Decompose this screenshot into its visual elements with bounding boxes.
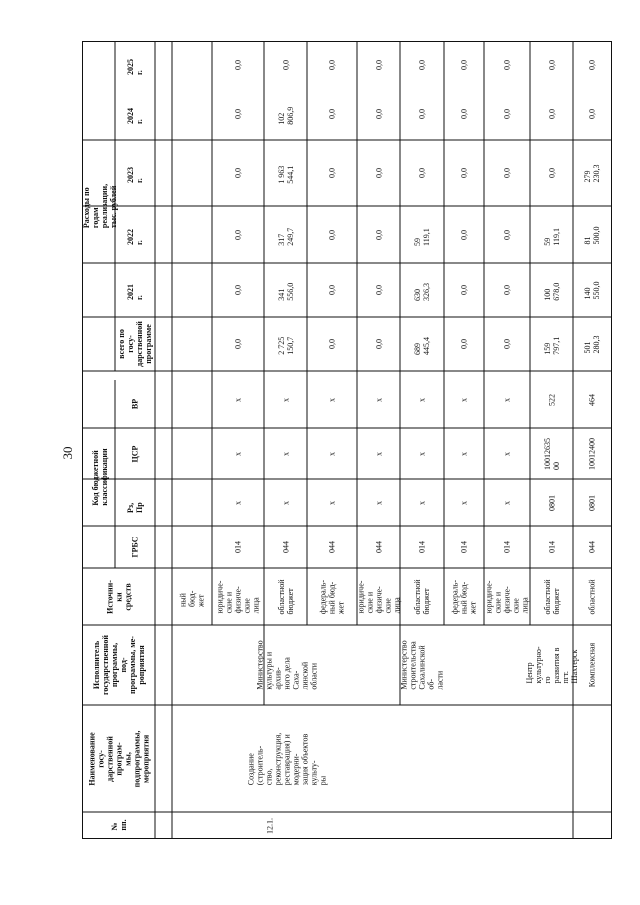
cell-grbs [172, 526, 212, 568]
cell-y2025: 0,0 [417, 59, 427, 70]
cell-grbs: 044 [327, 541, 337, 553]
header-rzpr: Рз, Пр [126, 501, 144, 513]
cell-vr: х [327, 397, 337, 402]
cell-y2024: 0,0 [587, 109, 597, 119]
cell-y2022: 0,0 [502, 229, 512, 240]
cell-csr [172, 428, 212, 479]
cell-rzpr: х [281, 500, 290, 505]
cell-y2025: 0,0 [233, 59, 243, 70]
cell-csr: х [327, 451, 337, 456]
cell-y2024: 102 806,9 [276, 106, 295, 125]
cell-y2022: 0,0 [374, 229, 383, 240]
cell-rzpr: х [417, 500, 427, 505]
cell-source: юридиче- ские и физиче- ские лица [484, 580, 530, 613]
executor-complex: Комплексная [587, 642, 597, 688]
cell-y2021 [172, 263, 212, 317]
header-2022: 2022 г. [126, 228, 144, 245]
cell-csr: 10012400 [587, 437, 597, 470]
cell-y2024 [172, 88, 212, 140]
cell-grbs: 044 [587, 541, 597, 553]
cell-y2022 [172, 206, 212, 263]
cell-csr: х [502, 451, 512, 456]
cell-y2022: 59 119,1 [413, 227, 431, 246]
cell-csr: 10012635 00 [542, 437, 561, 470]
executor-shakhtersk: Центр культурно- го развития в пгт. Шахтерск [524, 646, 579, 684]
cell-y2024: 0,0 [327, 109, 337, 119]
cell-csr: х [459, 451, 469, 456]
cell-y2023: 1 963 544,1 [276, 165, 295, 184]
header-csr: ЦСР [130, 445, 140, 462]
item-number: 12.1. [265, 817, 275, 834]
cell-rzpr: х [374, 500, 383, 505]
cell-y2022: 0,0 [233, 229, 243, 240]
cell-y2021: 0,0 [233, 285, 243, 295]
cell-y2021: 0,0 [459, 285, 469, 295]
cell-grbs: 014 [547, 541, 556, 553]
cell-y2025 [172, 41, 212, 88]
cell-y2023: 0,0 [374, 168, 383, 178]
cell-y2023: 0,0 [417, 168, 427, 178]
cell-total: 0,0 [459, 339, 469, 349]
header-grbs: ГРБС [130, 536, 140, 558]
cell-y2025: 0,0 [327, 59, 337, 70]
cell-vr [172, 371, 212, 428]
cell-y2024: 0,0 [502, 109, 512, 119]
cell-rzpr: 0801 [547, 494, 556, 511]
cell-total [172, 317, 212, 371]
cell-grbs: 044 [374, 541, 383, 553]
cell-source: юридиче- ские и физиче- ские лица [356, 580, 401, 613]
cell-y2023 [172, 140, 212, 206]
cell-y2022: 0,0 [327, 229, 337, 240]
cell-grbs: 014 [459, 541, 469, 553]
cell-y2023: 0,0 [233, 168, 243, 178]
cell-y2025: 0,0 [281, 59, 290, 70]
cell-vr: 464 [587, 393, 597, 406]
header-source: Источни- ки средств [105, 579, 133, 614]
cell-y2022: 59 119,1 [542, 227, 561, 246]
cell-grbs: 014 [417, 541, 427, 553]
cell-csr: х [417, 451, 427, 456]
header-2021: 2021 г. [126, 284, 144, 300]
cell-y2025: 0,0 [459, 59, 469, 70]
cell-total: 689 445,4 [413, 337, 431, 355]
cell-y2024: 0,0 [233, 109, 243, 119]
cell-total: 501 280,3 [583, 335, 601, 354]
cell-rzpr [172, 479, 212, 526]
cell-rzpr: х [327, 500, 337, 505]
cell-y2022: 81 500,0 [583, 226, 601, 244]
expenses-group-header: Расходы по годам реализации, тыс. рублей [82, 183, 118, 229]
cell-rzpr: х [233, 500, 243, 505]
cell-total: 0,0 [327, 339, 337, 349]
cell-source: областной [587, 578, 597, 615]
cell-y2024: 0,0 [547, 109, 556, 119]
cell-y2024: 0,0 [459, 109, 469, 119]
header-2025: 2025 г. [126, 58, 144, 75]
executor-culture: Министерство культуры и архив- ного дела Саха- линской области [255, 640, 319, 690]
cell-total: 0,0 [233, 339, 243, 349]
cell-y2021: 0,0 [502, 285, 512, 295]
header-2023: 2023 г. [126, 167, 144, 183]
page-number: 30 [60, 446, 75, 460]
cell-grbs: 044 [281, 541, 290, 553]
cell-rzpr: х [459, 500, 469, 505]
cell-y2021: 630 326,3 [413, 283, 431, 301]
cell-total: 2 725 150,7 [276, 336, 295, 355]
cell-y2025: 0,0 [502, 59, 512, 70]
header-executor: Исполнитель государственной программы, под- программы, ме- роприятия [92, 634, 146, 696]
header-total: всего по госу- дарственной программе [117, 321, 153, 367]
cell-y2022: 317 249,7 [276, 227, 295, 246]
cell-grbs: 014 [502, 541, 512, 553]
cell-y2022: 0,0 [459, 229, 469, 240]
header-vr: ВР [130, 398, 140, 410]
cell-csr: х [233, 451, 243, 456]
cell-csr: х [281, 451, 290, 456]
cell-vr: х [502, 397, 512, 402]
cell-total: 0,0 [374, 339, 383, 349]
cell-vr: х [281, 397, 290, 402]
header-2024: 2024 г. [126, 108, 144, 124]
cell-source: федераль- ный бюд- жет [318, 579, 346, 614]
cell-vr: х [374, 397, 383, 402]
executor-construction: Министерство строительства Сахалинской об- ласти [399, 640, 445, 690]
cell-source: областной бюджет [542, 578, 561, 615]
cell-rzpr: 0801 [587, 494, 597, 511]
cell-y2021: 0,0 [327, 285, 337, 295]
cell-y2025: 0,0 [547, 59, 556, 70]
cell-y2023: 0,0 [547, 168, 556, 178]
cell-y2021: 100 678,0 [542, 282, 561, 301]
cell-source: юридиче- ские и физиче- ские лица [215, 580, 261, 613]
cell-csr: х [374, 451, 383, 456]
header-name: Наименование госу- дарственной програм- мы, подпрограммы, мероприятия [87, 730, 151, 787]
cell-vr: х [459, 397, 469, 402]
cell-y2025: 0,0 [587, 59, 597, 70]
cell-y2021: 140 550,0 [583, 281, 601, 300]
cell-y2023: 279 230,3 [583, 164, 601, 183]
cell-source: федераль- ный бюд- жет [450, 579, 478, 614]
cell-vr: х [233, 397, 243, 402]
cell-y2021: 341 556,0 [276, 282, 295, 301]
cell-y2025: 0,0 [374, 59, 383, 70]
cell-vr: 522 [547, 393, 556, 406]
cell-y2023: 0,0 [327, 168, 337, 178]
cell-source: ный бюд- жет [178, 590, 206, 607]
cell-source: областной бюджет [276, 578, 295, 615]
cell-y2023: 0,0 [502, 168, 512, 178]
cell-y2024: 0,0 [374, 109, 383, 119]
cell-vr: х [417, 397, 427, 402]
cell-total: 159 797,1 [542, 336, 561, 355]
cell-grbs: 014 [233, 541, 243, 553]
cell-y2021: 0,0 [374, 285, 383, 295]
item-name: Создание (строитель- ство, реконструкция, реставрация) и модерни- зация объектов культу- ры [246, 732, 328, 785]
cell-y2023: 0,0 [459, 168, 469, 178]
budget-code-group-header: Код бюджетной классификации [91, 448, 109, 506]
cell-y2024: 0,0 [417, 109, 427, 119]
cell-rzpr: х [502, 500, 512, 505]
cell-source: областной бюджет [413, 578, 431, 615]
header-num: № пп. [110, 819, 128, 831]
cell-total: 0,0 [502, 339, 512, 349]
